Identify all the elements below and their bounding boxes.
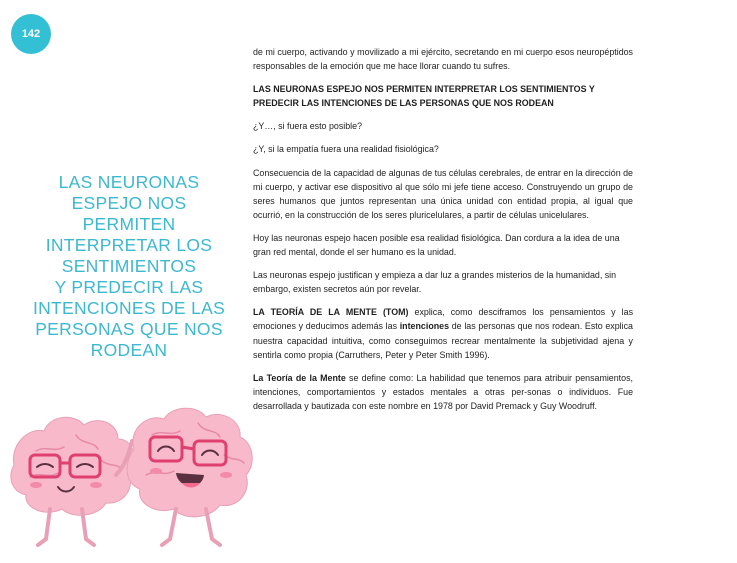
paragraph-definition <box>253 371 633 413</box>
bold-term: intenciones <box>399 321 450 332</box>
text-run: de las personas que nos rodean. Esto explica nuestra capacidad intuitiva, como conseguimos recrear mentalmente la subjetividad ajena y sentirla como propia (Carruthers, Peter y Peter Smith 1996). <box>253 321 633 360</box>
sidebar-title-line: PERMITEN <box>82 214 176 234</box>
bold-term: La Teoría de la Mente <box>253 372 346 383</box>
brains-illustration <box>6 405 256 555</box>
sidebar-title-line: Y PREDECIR LAS <box>54 277 204 297</box>
sidebar-title-line: LAS NEURONAS <box>58 172 200 192</box>
left-brain <box>11 417 134 545</box>
paragraph: Hoy las neuronas espejo hacen posible esa realidad fisiológica. Dan cordura a la idea de una gran red mental, donde el ser humano es la unidad. <box>253 232 620 258</box>
sidebar-title-line: ESPEJO NOS <box>71 193 187 213</box>
question: ¿Y…, si fuera esto posible? <box>253 121 363 132</box>
sidebar-title-line: INTERPRETAR LOS <box>45 235 213 255</box>
sidebar-title-line: SENTIMIENTOS <box>61 256 197 276</box>
question: ¿Y, si la empatía fuera una realidad fisiológica? <box>253 144 439 155</box>
text-run: explica, como desciframos los pensamientos y las emociones y deducimos además las <box>253 307 634 332</box>
page-number: 142 <box>21 28 41 40</box>
paragraph: Consecuencia de la capacidad de algunas de tus células cerebrales, de entrar en la dirección de mi cuerpo, y activar ese dispositivo al que sólo mi jefe tiene acceso. Construyendo un grupo de seres humanos que juntos representan una única unidad con entidad propia, al igual que ocurrió, en la construcción de los seres pluricelulares, a partir de células unicelulares. <box>253 167 633 220</box>
paragraph: de mi cuerpo, activando y movilizado a mi ejército, secretando en mi cuerpo esos neuropéptidos responsables de la emoción que me hace llorar cuando tu sufres. <box>253 47 633 72</box>
paragraph: Las neuronas espejo justifican y empieza a dar luz a grandes misterios de la humanidad, sin embargo, existen secretos aún por revelar. <box>253 270 617 295</box>
sidebar-title <box>20 172 238 361</box>
sidebar-title-line: INTENCIONES DE LAS <box>32 298 226 318</box>
paragraph-tom <box>253 305 633 361</box>
sidebar-title-line: RODEAN <box>90 340 168 360</box>
sidebar-title-line: PERSONAS QUE NOS <box>35 319 223 339</box>
text-run: se define como: La habilidad que tenemos para atribuir pensamientos, intenciones, comportamientos y estados mentales a otras per-sonas o individuos. Fue desarrollada y bautizada con este nombre en 1978 por David Premack y Guy Woodruff. <box>253 372 633 411</box>
section-heading: LAS NEURONAS ESPEJO NOS PERMITEN INTERPRETAR LOS SENTIMIENTOS Y PREDECIR LAS INTENCIONES DE LAS PERSONAS QUE NOS RODEAN <box>253 84 595 109</box>
bold-term: LA TEORÍA DE LA MENTE (TOM) <box>253 307 409 318</box>
main-text <box>253 45 633 422</box>
page-number-badge <box>11 14 51 54</box>
right-brain <box>127 408 252 545</box>
